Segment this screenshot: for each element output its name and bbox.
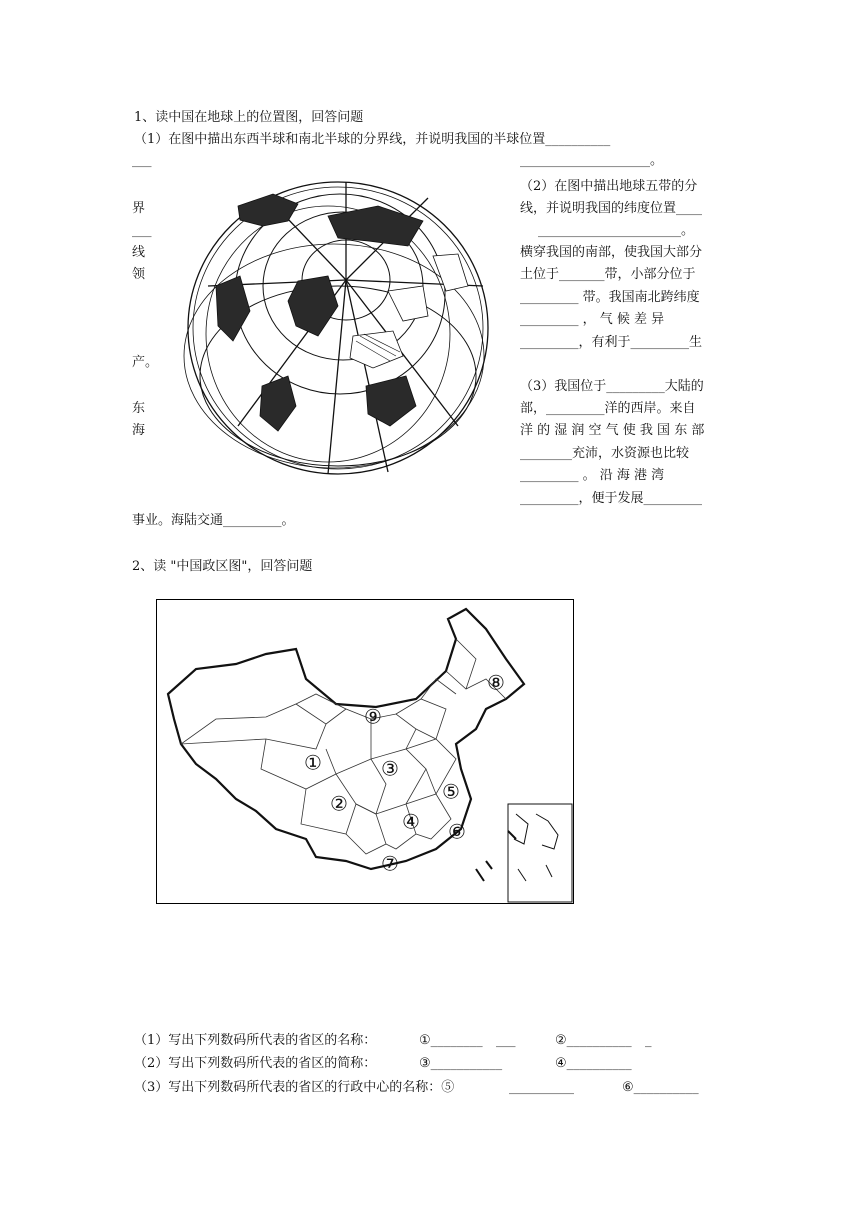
q1-part3-line4: ________充沛，水资源也比较 <box>520 446 690 461</box>
q1-part2-line5: _________ 带。我国南北跨纬度 <box>520 290 700 305</box>
q1-part3-line3: 洋 的 湿 润 空 气 使 我 国 东 部 <box>520 423 705 438</box>
q1-part2-line2: 线，并说明我国的纬度位置____ <box>520 201 703 216</box>
q1-part2-line1: （2）在图中描出地球五带的分 <box>520 179 698 194</box>
q2-sub3-blank-5: __________ <box>509 1080 574 1095</box>
q1-part2-line6: _________ ， 气 候 差 异 <box>520 312 665 327</box>
china-province-map <box>156 599 574 904</box>
q1-part2-line3: 横穿我国的南部，使我国大部分 <box>520 245 703 260</box>
q1-left-char-ling: 领 <box>132 267 146 282</box>
q2-sub1-blank-1: ①________ <box>419 1033 483 1048</box>
q2-sub3-label: （3）写出下列数码所代表的省区的行政中心的名称：⑤ <box>134 1080 455 1095</box>
q1-title: 1、读中国在地球上的位置图，回答问题 <box>134 110 364 125</box>
q1-left-char-dong: 东 <box>132 401 146 416</box>
map-number-5: ⑤ <box>442 779 460 804</box>
q2-sub2-label: （2）写出下列数码所代表的省区的简称： <box>134 1056 377 1071</box>
q2-title: 2、读 "中国政区图"，回答问题 <box>132 559 313 574</box>
landmass-southeast <box>366 376 416 426</box>
landmass-africa <box>260 376 296 431</box>
q1-left-char-xian: 线 <box>132 245 146 260</box>
landmass-europe <box>288 276 338 336</box>
q2-sub2-blank-3: ③___________ <box>419 1056 503 1071</box>
q2-sub1-blank-2-tail: _ <box>645 1033 652 1048</box>
q2-sub2-blank-4: ④__________ <box>555 1056 632 1071</box>
map-number-9: ⑨ <box>364 704 382 729</box>
map-number-8: ⑧ <box>487 670 505 695</box>
map-number-1: ① <box>304 750 322 775</box>
q1-part3-line5: _________ 。 沿 海 港 湾 <box>520 468 665 483</box>
q2-sub1-label: （1）写出下列数码所代表的省区的名称： <box>134 1033 377 1048</box>
q1-part3-line2: 部，_________洋的西岸。来自 <box>520 401 696 416</box>
q1-left-char-chan: 产。 <box>132 355 159 370</box>
q2-sub1-blank-2: ②__________ <box>555 1033 632 1048</box>
q1-left-char-hai: 海 <box>132 423 146 438</box>
q1-bottom-line: 事业。海陆交通_________。 <box>132 513 295 528</box>
china-border <box>168 609 524 869</box>
q2-sub1-blank-1-tail: ___ <box>496 1033 516 1048</box>
map-number-7: ⑦ <box>381 851 399 876</box>
globe-figure <box>178 176 500 484</box>
q1-part3-line1: （3）我国位于_________大陆的 <box>520 379 704 394</box>
q1-part3-line6: _________，便于发展_________ <box>520 491 703 506</box>
q1-left-dash-2: ___ <box>132 223 152 238</box>
map-number-2: ② <box>330 791 348 816</box>
landmass-north-america <box>238 194 298 226</box>
q1-right-blank-1: ____________________。 <box>520 153 664 168</box>
map-number-4: ④ <box>402 809 420 834</box>
landmass-west <box>216 276 250 341</box>
q1-part2-blank: ______________________。 <box>538 223 695 238</box>
q2-sub3-blank-6: ⑥__________ <box>622 1080 699 1095</box>
q1-part2-line7: _________，有利于_________生 <box>520 335 703 350</box>
q1-left-dash-1: ___ <box>132 153 152 168</box>
q1-left-char-jie: 界 <box>132 201 146 216</box>
q1-part2-line4: 土位于_______带，小部分位于 <box>520 267 696 282</box>
map-number-3: ③ <box>381 756 399 781</box>
map-number-6: ⑥ <box>448 819 466 844</box>
q1-part1-text: （1）在图中描出东西半球和南北半球的分界线，并说明我国的半球位置__________ <box>134 132 611 147</box>
